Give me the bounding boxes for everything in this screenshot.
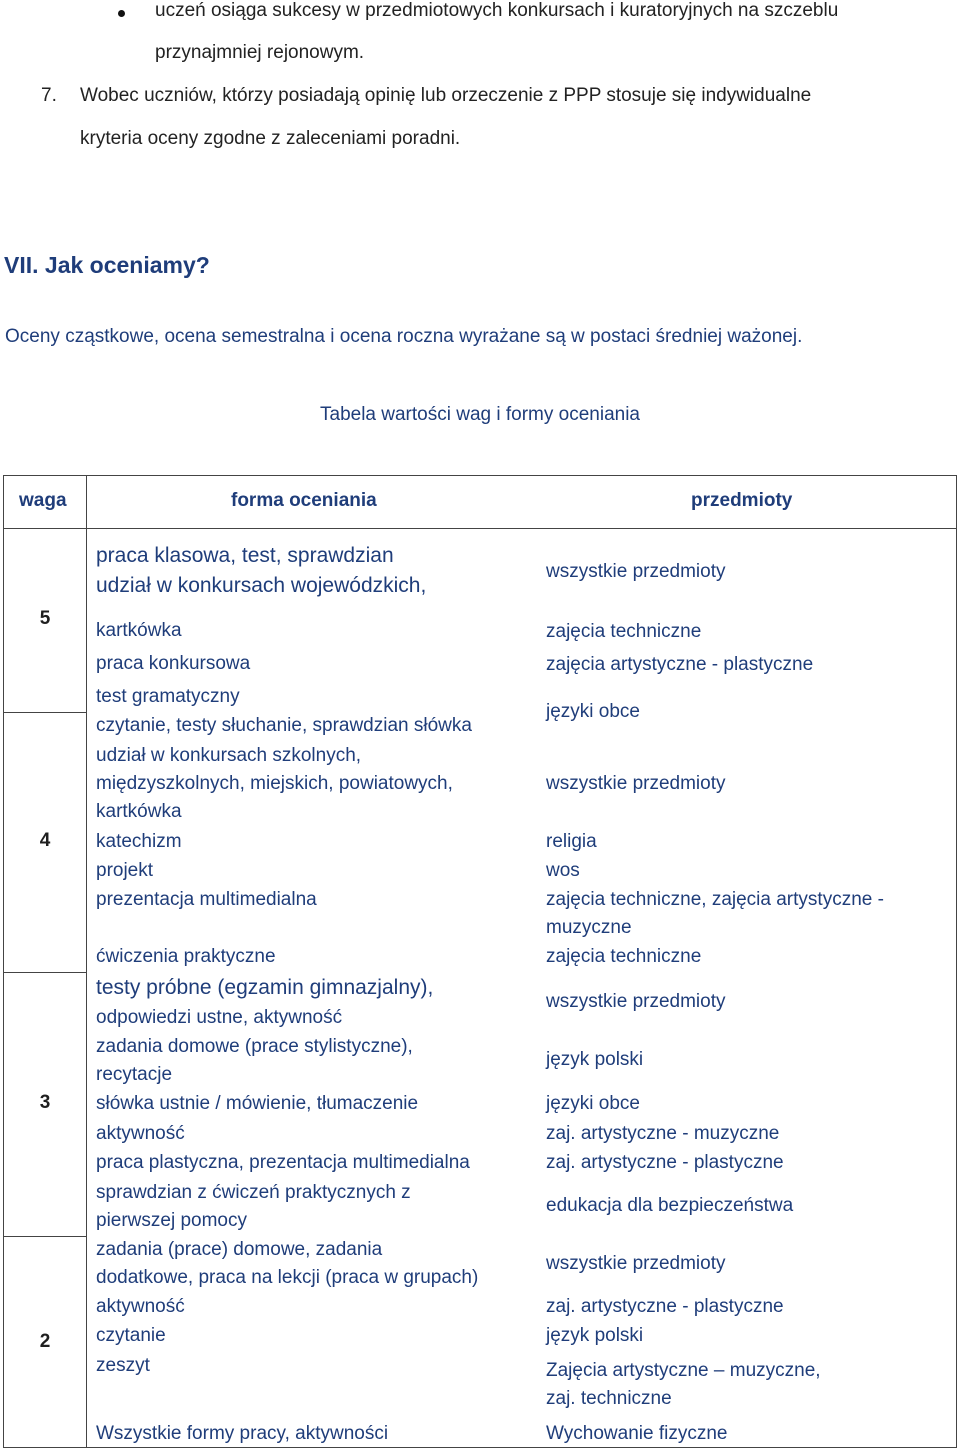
- form-item: odpowiedzi ustne, aktywność: [96, 1007, 343, 1028]
- form-item: aktywność: [96, 1123, 185, 1144]
- subject-item: zaj. artystyczne - plastyczne: [546, 1296, 784, 1317]
- list-item-number: 7.: [41, 85, 57, 106]
- list-item-text-line1: Wobec uczniów, którzy posiadają opinię lub orzeczenie z PPP stosuje się indywidualne: [80, 85, 812, 106]
- list-item-text-line2: kryteria oceny zgodne z zaleceniami poradni.: [80, 128, 461, 149]
- column-divider: [86, 476, 87, 1447]
- weight-divider: [4, 972, 86, 973]
- table-header-row: [4, 476, 956, 529]
- header-przedmioty: przedmioty: [691, 490, 793, 511]
- form-item: kartkówka: [96, 620, 182, 641]
- form-item: praca plastyczna, prezentacja multimedialna: [96, 1152, 470, 1173]
- subject-item: muzyczne: [546, 917, 632, 938]
- subject-item: języki obce: [546, 701, 640, 722]
- weight-5: 5: [39, 608, 51, 629]
- weight-divider: [4, 1236, 86, 1237]
- header-forma: forma oceniania: [231, 490, 377, 511]
- form-item: udział w konkursach szkolnych,: [96, 745, 362, 766]
- form-item: prezentacja multimedialna: [96, 889, 317, 910]
- subject-item: zaj. artystyczne - muzyczne: [546, 1123, 780, 1144]
- bullet-text-line2: przynajmniej rejonowym.: [155, 42, 365, 63]
- subject-item: wszystkie przedmioty: [546, 773, 726, 794]
- form-item: praca konkursowa: [96, 653, 251, 674]
- grading-table: [3, 475, 957, 1448]
- form-item: projekt: [96, 860, 154, 881]
- subject-item: język polski: [546, 1049, 644, 1070]
- subject-item: Zajęcia artystyczne – muzyczne,: [546, 1360, 821, 1381]
- form-item: udział w konkursach wojewódzkich,: [96, 574, 427, 597]
- form-item: czytanie, testy słuchanie, sprawdzian słówka: [96, 715, 472, 736]
- form-item: recytacje: [96, 1064, 173, 1085]
- subject-item: języki obce: [546, 1093, 640, 1114]
- form-item: czytanie: [96, 1325, 166, 1346]
- section-heading: VII. Jak oceniamy?: [4, 252, 210, 278]
- subject-item: wos: [546, 860, 580, 881]
- subject-item: wszystkie przedmioty: [546, 991, 726, 1012]
- form-item: Wszystkie formy pracy, aktywności: [96, 1423, 389, 1444]
- form-item: słówka ustnie / mówienie, tłumaczenie: [96, 1093, 419, 1114]
- form-item: testy próbne (egzamin gimnazjalny),: [96, 976, 434, 999]
- section-paragraph: Oceny cząstkowe, ocena semestralna i ocena roczna wyrażane są w postaci średniej ważonej.: [5, 326, 803, 347]
- table-caption: Tabela wartości wag i formy oceniania: [320, 404, 640, 425]
- subject-item: edukacja dla bezpieczeństwa: [546, 1195, 794, 1216]
- form-item: katechizm: [96, 831, 182, 852]
- weight-divider: [4, 712, 86, 713]
- subject-item: Wychowanie fizyczne: [546, 1423, 728, 1444]
- weight-4: 4: [39, 830, 51, 851]
- subject-item: zajęcia techniczne, zajęcia artystyczne -: [546, 889, 884, 910]
- form-item: zadania (prace) domowe, zadania: [96, 1239, 383, 1260]
- form-item: zeszyt: [96, 1355, 150, 1376]
- bullet-text-line1: uczeń osiąga sukcesy w przedmiotowych konkursach i kuratoryjnych na szczeblu: [155, 0, 839, 21]
- subject-item: zajęcia techniczne: [546, 946, 702, 967]
- form-item: kartkówka: [96, 801, 182, 822]
- form-item: pierwszej pomocy: [96, 1210, 247, 1231]
- form-item: sprawdzian z ćwiczeń praktycznych z: [96, 1182, 411, 1203]
- weight-3: 3: [39, 1092, 51, 1113]
- weight-2: 2: [39, 1331, 51, 1352]
- form-item: ćwiczenia praktyczne: [96, 946, 276, 967]
- form-item: międzyszkolnych, miejskich, powiatowych,: [96, 773, 453, 794]
- subject-item: zaj. artystyczne - plastyczne: [546, 1152, 784, 1173]
- form-item: aktywność: [96, 1296, 185, 1317]
- form-item: praca klasowa, test, sprawdzian: [96, 544, 394, 567]
- subject-item: zajęcia techniczne: [546, 621, 702, 642]
- subject-item: zajęcia artystyczne - plastyczne: [546, 654, 814, 675]
- header-waga: waga: [19, 490, 67, 511]
- subject-item: religia: [546, 831, 597, 852]
- subject-item: wszystkie przedmioty: [546, 1253, 726, 1274]
- form-item: zadania domowe (prace stylistyczne),: [96, 1036, 413, 1057]
- bullet-icon: [118, 10, 125, 17]
- subject-item: wszystkie przedmioty: [546, 561, 726, 582]
- form-item: dodatkowe, praca na lekcji (praca w grupach): [96, 1267, 479, 1288]
- subject-item: zaj. techniczne: [546, 1388, 672, 1409]
- subject-item: język polski: [546, 1325, 644, 1346]
- form-item: test gramatyczny: [96, 686, 240, 707]
